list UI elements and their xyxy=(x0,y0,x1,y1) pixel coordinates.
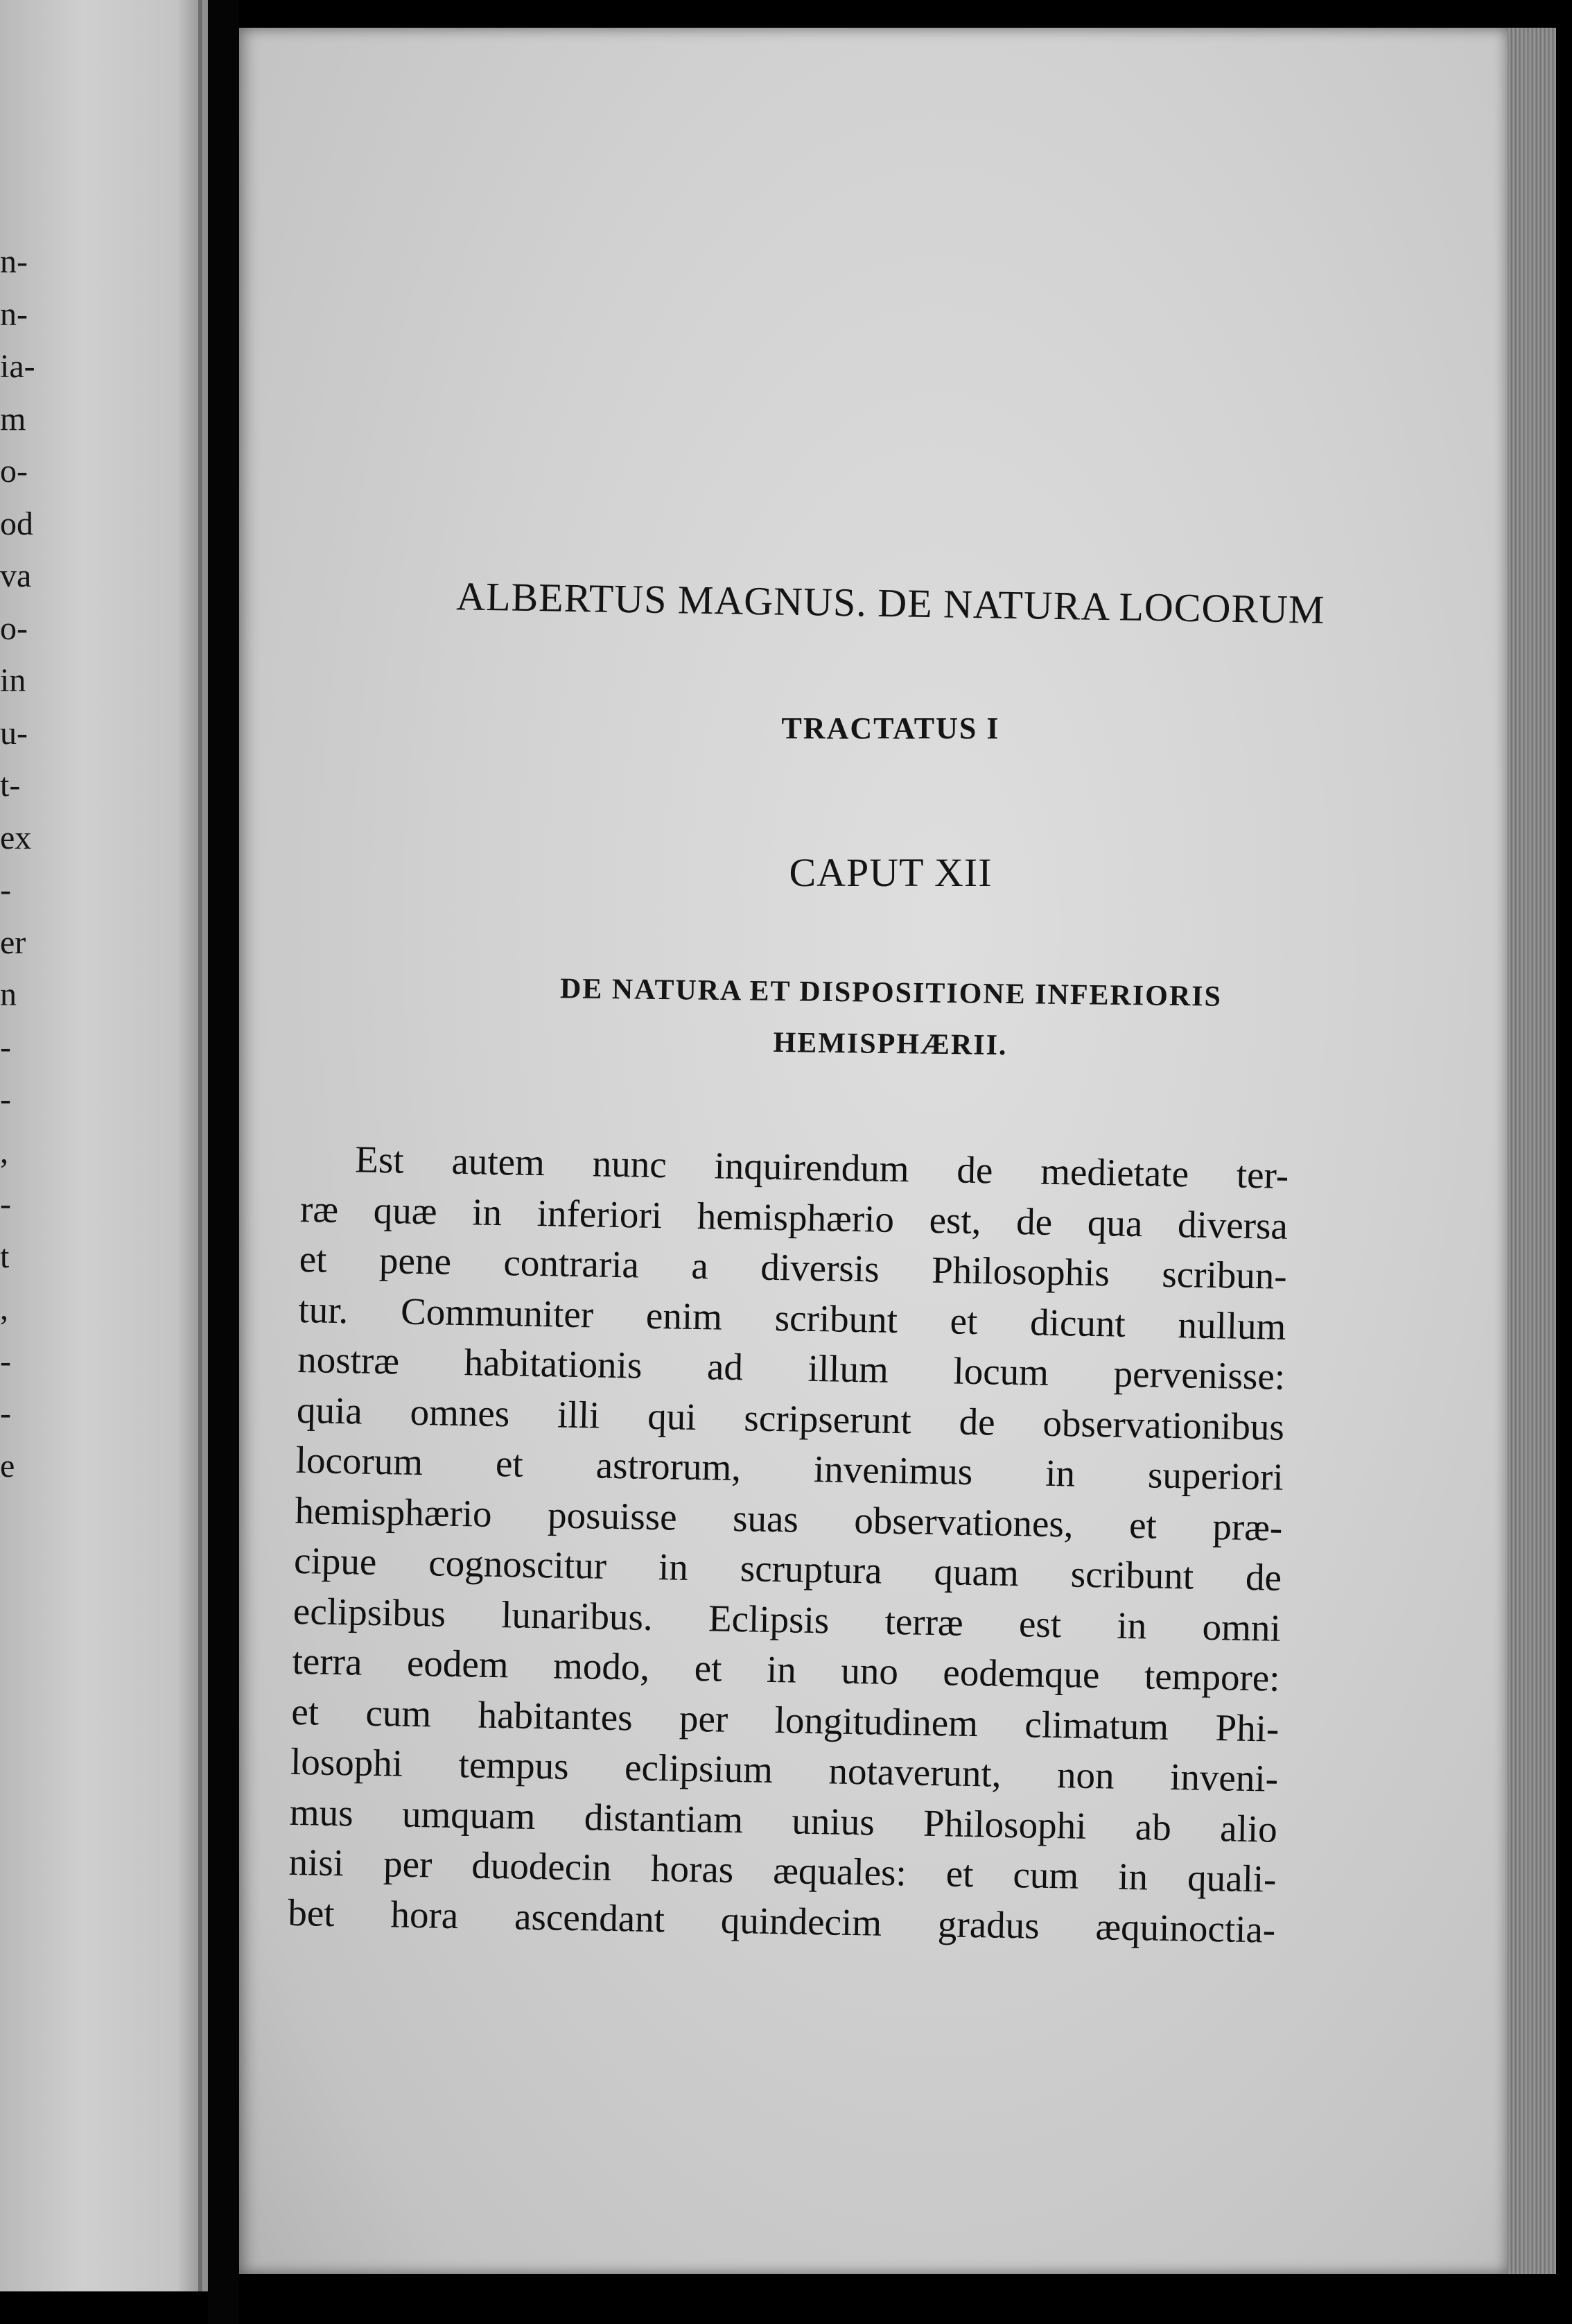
body-paragraph xyxy=(288,1134,1289,1955)
fragment-line: od xyxy=(0,505,33,542)
fragment-line: - xyxy=(0,1342,11,1380)
body-line: bet hora ascendant quindecim gradus æquinoctia- xyxy=(287,1891,1276,1951)
tractatus-heading: TRACTATUS I xyxy=(781,711,1000,745)
body-line: tur. Communiter enim scribunt et dicunt nullum xyxy=(298,1287,1286,1348)
previous-page-text-fragments xyxy=(0,236,42,1492)
running-head: ALBERTUS MAGNUS. DE NATURA LOCORUM xyxy=(455,573,1326,632)
book-spine xyxy=(208,0,239,2324)
body-line: terra eodem modo, et in uno eodemque tempore: xyxy=(292,1639,1281,1699)
body-line: cipue cognoscitur in scruptura quam scribunt de xyxy=(293,1538,1282,1599)
fragment-line: - xyxy=(0,872,11,908)
fragment-line: va xyxy=(0,557,32,594)
fragment-line: m xyxy=(0,400,26,437)
fragment-line: e xyxy=(0,1447,15,1484)
body-line: quia omnes illi qui scripserunt de observationibus xyxy=(296,1388,1285,1448)
fragment-line: n xyxy=(0,976,17,1013)
gutter-shadow xyxy=(198,0,202,2291)
body-line: ræ quæ in inferiori hemisphærio est, de qua diversa xyxy=(299,1187,1289,1247)
body-line: losophi tempus eclipsium notaverunt, non inveni- xyxy=(290,1740,1279,1800)
fragment-line: - xyxy=(0,1081,11,1118)
fragment-line: in xyxy=(0,662,26,699)
fragment-line: - xyxy=(0,1028,11,1066)
body-line: Est autem nunc inquirendum de medietate ter- xyxy=(354,1138,1289,1197)
fragment-line: o- xyxy=(0,453,28,489)
body-line: nostræ habitationis ad illum locum pervenisse: xyxy=(297,1337,1286,1398)
fragment-line: ex xyxy=(0,819,32,856)
fragment-line: - xyxy=(0,1395,11,1432)
fragment-line: - xyxy=(0,1186,11,1222)
fragment-line: u- xyxy=(0,714,28,752)
subtitle-line: DE NATURA ET DISPOSITIONE INFERIORIS xyxy=(559,973,1223,1013)
fragment-line: er xyxy=(0,923,26,961)
fragment-line: o- xyxy=(0,609,28,647)
fragment-line: t xyxy=(0,1238,10,1275)
body-line: et cum habitantes per longitudinem climatum Phi- xyxy=(290,1690,1280,1750)
fragment-line: , xyxy=(0,1133,8,1170)
fragment-line: n- xyxy=(0,295,28,333)
body-line: eclipsibus lunaribus. Eclipsis terræ est in omni xyxy=(292,1589,1282,1649)
book-page xyxy=(239,28,1508,2274)
fragment-line: t- xyxy=(0,767,21,804)
body-line: et pene contraria a diversis Philosophis scribun- xyxy=(299,1237,1288,1297)
subtitle-line: HEMISPHÆRII. xyxy=(773,1026,1008,1062)
chapter-heading: CAPUT XII xyxy=(789,850,993,895)
body-line: hemisphærio posuisse suas observationes, et præ- xyxy=(294,1489,1283,1549)
previous-page-edge xyxy=(0,0,208,2291)
fragment-line: ia- xyxy=(0,348,35,385)
page-block-edge xyxy=(1508,28,1556,2274)
fragment-line: n- xyxy=(0,243,28,280)
fragment-line: , xyxy=(0,1290,8,1327)
body-line: nisi per duodecin horas æquales: et cum in quali- xyxy=(288,1840,1277,1900)
body-line: mus umquam distantiam unius Philosophi ab alio xyxy=(289,1790,1278,1850)
chapter-subtitle xyxy=(398,961,1383,1075)
body-line: locorum et astrorum, invenimus in superiori xyxy=(295,1438,1284,1498)
